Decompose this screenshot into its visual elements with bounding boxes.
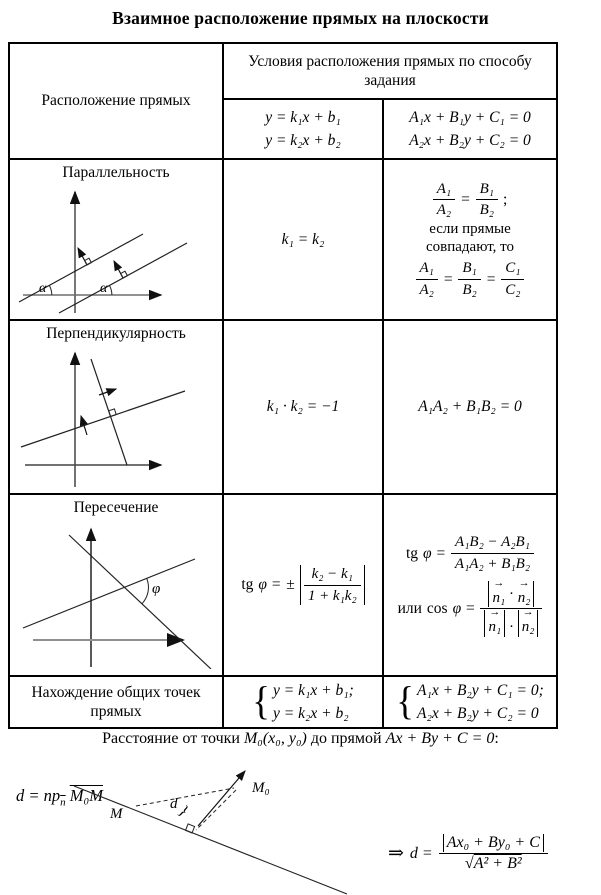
cell-slope-equations [223,99,383,159]
cell-parallel-slope [223,159,383,320]
conditions-header-label: Условия расположения прямых по способу задания [248,52,532,89]
slope-system: { y = k₁x + b₁; y = k₂x + b₂ [252,679,354,725]
distance-diagram [12,756,382,895]
vector-n2: → n₂ [522,618,535,637]
projection-formula: $d = пр_{\overline{n}}$ M₀M [16,786,103,809]
intersect-cos-formula: или cos φ = → n₁ · → n₂ → n₁ · → n₂ [387,581,553,638]
point-M0-label: M₀ [252,780,270,796]
parallel-slope-formula: k₁ = k₂ [281,230,325,248]
slope-eq2: y = k₂x + b₂ [265,131,341,149]
general-system: { A₁x + B₂y + C₁ = 0; A₂x + B₂y + C₂ = 0 [396,679,544,725]
cell-conditions-header [223,43,557,99]
parallel-row [9,159,557,320]
alpha-label-1: α [39,281,47,297]
cell-perp-general [383,320,557,494]
parallel-ratio-1: $\frac{\text{A₁}}{\text{A₂}}$ = $\frac{\text{B₁}}{\text{B₂}}$ ; [387,180,553,221]
dashed-M0-foot [196,790,236,830]
cell-intersect-slope [223,494,383,676]
cell-perp-slope [223,320,383,494]
right-angle-mark-1 [85,259,92,266]
angle-arc-2 [109,286,112,296]
perp-label: Перпендикулярность [46,325,186,342]
common-points-row [9,676,557,728]
d-label: d [170,796,178,812]
intersection-row [9,494,557,676]
cell-intersect-general [383,494,557,676]
system-brace: { [252,679,270,724]
perpendicular-diagram [15,343,217,489]
angle-arc-1 [49,286,52,296]
cell-parallel-general [383,159,557,320]
parallel-note-1: если прямые [429,221,511,237]
parallel-diagram [15,182,217,315]
table-header-row [9,43,557,99]
vector-n2: → n₂ [518,589,531,608]
cell-common-label [9,676,223,728]
general-eq2: A₂x + B₂y + C₂ = 0 [409,131,531,149]
cell-common-slope-system [223,676,383,728]
line-1 [19,234,143,302]
line-1 [23,559,195,628]
conditions-table [8,42,558,729]
perpendicular-row [9,320,557,494]
common-label: Нахождение общих точек прямых [31,683,201,720]
page-title: Взаимное расположение прямых на плоскости [112,8,489,28]
arrangement-header-label: Расположение прямых [41,92,191,110]
implies-arrow: ⇒ [388,843,404,864]
cell-arrangement-header [9,43,223,159]
cell-common-general-system [383,676,557,728]
parallel-ratio-2: $\frac{\text{A₁}}{\text{A₂}}$ = $\frac{\text{B₁}}{\text{B₂}}$ = $\frac{\text{C₁}}{\text{C₂}}$ [387,259,553,300]
intersect-label: Пересечение [73,499,159,516]
perp-slope-formula: k₁ · k₂ = −1 [266,398,340,416]
general-eq1: A₁x + B₁y + C₁ = 0 [409,109,531,127]
distance-result-formula: ⇒ d = $\frac{\text{Ax₀ + By₀ + C}}{\text{√A² + B²}}$ [388,834,548,873]
slope-eq1: y = k₁x + b₁ [265,109,341,127]
cell-parallel-diagram [9,159,223,320]
parallel-note-2: совпадают, то [425,239,514,255]
cell-general-equations [383,99,557,159]
parallel-label: Параллельность [62,164,170,181]
system-brace: { [396,679,414,724]
vector-n1: → n₁ [492,589,505,608]
point-M-label: M [110,806,123,822]
intersect-tg-formula: tg φ = $\frac{\text{A₁B₂ − A₂B₁}}{\text{A₁A₂ + B₁B₂}}$ [387,533,553,574]
normal-vector-arrow [198,771,245,826]
alpha-label-2: α [100,281,108,297]
cell-intersect-diagram [9,494,223,676]
phi-label: φ [152,581,161,598]
normal-arrow-2 [81,416,87,435]
perp-general-formula: A₁A₂ + B₁B₂ = 0 [418,398,522,416]
angle-arc [142,579,149,605]
base-line [74,786,347,894]
vector-n1: → n₁ [488,618,501,637]
line-1 [21,391,185,447]
distance-heading: Расстояние от точки M₀(x₀, y₀) до прямой Ax + By + C = 0: [102,730,499,747]
d-brace: } [175,802,193,821]
intersect-slope-formula: tg φ = ± $\frac{\text{k₂ − k₁}}{\text{1 + k₁k₂}}$ [227,565,379,606]
intersection-diagram [13,517,219,669]
cell-perp-diagram [9,320,223,494]
right-angle-mark-2 [121,272,128,279]
